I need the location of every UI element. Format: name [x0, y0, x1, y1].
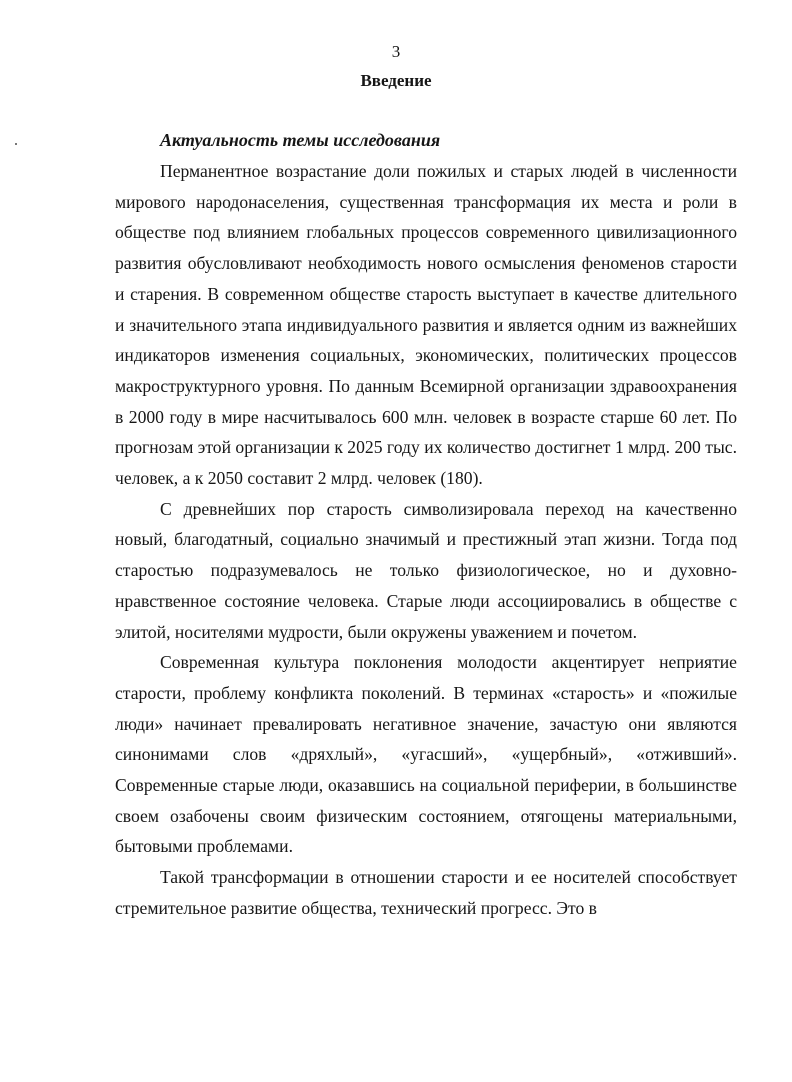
paragraph: С древнейших пор старость символизировала переход на качественно новый, благодатный, социально значимый и престижный этап жизни. Тогда под старостью подразумевалось не только физиологическое, но и духовно-нравственное состояние человека. Старые люди ассоциировались в обществе с элитой, носителями мудрости, были окружены уважением и почетом. — [115, 498, 737, 642]
paragraph: Такой трансформации в отношении старости и ее носителей способствует стремительное развитие общества, технический прогресс. Это в — [115, 867, 737, 918]
scan-speck — [15, 143, 17, 145]
section-heading: Введение — [360, 71, 432, 90]
subsection-heading: Актуальность темы исследования — [160, 130, 441, 150]
paragraph: Перманентное возрастание доли пожилых и старых людей в численности мирового народонаселения, существенная трансформация их места и роли в обществе под влиянием глобальных процессов современного цивилизационного развития обусловливают необходимость нового осмысления феноменов старости и старения. В современном обществе старость выступает в качестве длительного и значительного этапа индивидуального развития и является одним из важнейших индикаторов изменения социальных, экономических, политических процессов макроструктурного уровня. По данным Всемирной организации здравоохранения в 2000 году в мире насчитывалось 600 млн. человек в возрасте старше 60 лет. По прогнозам этой организации к 2025 году их количество достигнет 1 млрд. 200 тыс. человек, а к 2050 составит 2 млрд. человек (180). — [115, 161, 737, 489]
body-text — [115, 156, 737, 924]
page-number: 3 — [391, 42, 401, 61]
paragraph: Современная культура поклонения молодости акцентирует неприятие старости, проблему конфликта поколений. В терминах «старость» и «пожилые люди» начинает превалировать негативное значение, зачастую они являются синонимами слов «дряхлый», «угасший», «ущербный», «отживший». Современные старые люди, оказавшись на социальной периферии, в большинстве своем озабочены своим физическим состоянием, отягощены материальными, бытовыми проблемами. — [115, 652, 737, 857]
